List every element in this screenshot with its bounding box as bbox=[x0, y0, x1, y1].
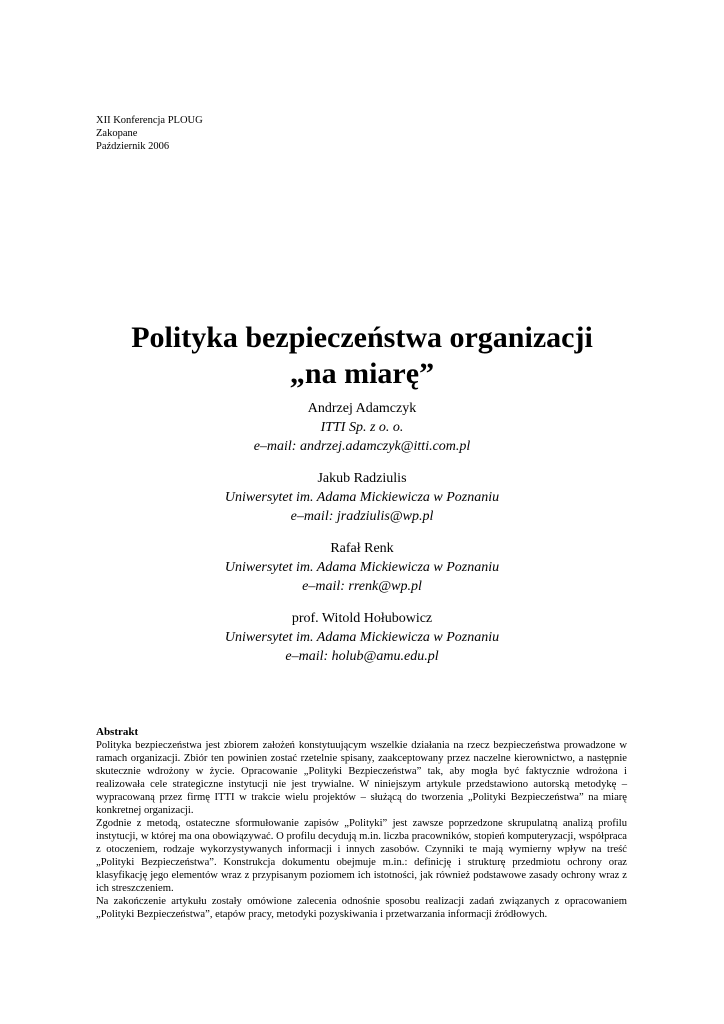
paper-title-line-1: Polityka bezpieczeństwa organizacji bbox=[131, 321, 593, 354]
paper-title-line-2: „na miarę” bbox=[289, 357, 435, 390]
author-block bbox=[0, 539, 724, 596]
author-block bbox=[0, 609, 724, 666]
abstract-paragraph: Zgodnie z metodą, ostateczne sformułowanie zapisów „Polityki” jest zawsze poprzedzone skrupulatną analizą profilu instytucji, w której ma ona obowiązywać. O profilu decydują m.in. liczba pracowników, stopień komputeryzacji, współpraca z otoczeniem, rodzaje wykorzystywanych informacji i innych zasobów. Czynniki te mają wymierny wpływ na treść „Polityki Bezpieczeństwa”. Konstrukcja dokumentu obejmuje m.in.: definicję i strukturę przedmiotu ochrony oraz klasyfikację jego elementów wraz z przypisanym poziomem ich istotności, jak również podstawowe zasady ochrony wraz z ich streszczeniem. bbox=[96, 818, 627, 894]
author-email: e–mail: andrzej.adamczyk@itti.com.pl bbox=[253, 439, 471, 454]
author-affiliation: ITTI Sp. z o. o. bbox=[320, 420, 404, 435]
author-email: e–mail: rrenk@wp.pl bbox=[302, 579, 422, 594]
author-affiliation: Uniwersytet im. Adama Mickiewicza w Poznaniu bbox=[224, 560, 500, 575]
author-affiliation: Uniwersytet im. Adama Mickiewicza w Poznaniu bbox=[224, 630, 500, 645]
abstract-section bbox=[96, 726, 627, 921]
abstract-paragraph: Polityka bezpieczeństwa jest zbiorem założeń konstytuującym wszelkie działania na rzecz bezpieczeństwa prowadzone w ramach organizacji. Zbiór ten powinien zostać rzetelnie spisany, zaakceptowany przez naczelne kierownictwo, a następnie skutecznie wdrożony w życie. Opracowanie „Polityki Bezpieczeństwa” tak, aby mogła być faktycznie wdrożona i realizowała cele strategiczne instytucji nie jest trywialne. W niniejszym artykule przedstawiono autorską metodykę – wypracowaną przez firmę ITTI w trakcie wielu projektów – służącą do tworzenia „Polityki Bezpieczeństwa” na miarę konkretnej organizacji. bbox=[96, 740, 627, 816]
abstract-heading: Abstrakt bbox=[96, 726, 139, 738]
author-name: Andrzej Adamczyk bbox=[307, 401, 417, 416]
abstract-paragraph: Na zakończenie artykułu zostały omówione zalecenia odnośnie sposobu realizacji zadań związanych z opracowaniem „Polityki Bezpieczeństwa”, etapów pracy, metodyki pozyskiwania i przetwarzania informacji źródłowych. bbox=[96, 896, 627, 920]
author-list bbox=[0, 399, 724, 679]
conference-city: Zakopane bbox=[96, 128, 138, 139]
author-affiliation: Uniwersytet im. Adama Mickiewicza w Poznaniu bbox=[224, 490, 500, 505]
author-name: Rafał Renk bbox=[330, 541, 394, 556]
conference-header bbox=[96, 114, 203, 153]
author-name: Jakub Radziulis bbox=[317, 471, 407, 486]
conference-name: XII Konferencja PLOUG bbox=[96, 115, 203, 126]
author-block bbox=[0, 469, 724, 526]
paper-title bbox=[0, 320, 724, 392]
author-block bbox=[0, 399, 724, 456]
author-name: prof. Witold Hołubowicz bbox=[291, 611, 433, 626]
conference-date: Październik 2006 bbox=[96, 141, 170, 152]
author-email: e–mail: jradziulis@wp.pl bbox=[290, 509, 434, 524]
author-email: e–mail: holub@amu.edu.pl bbox=[285, 649, 439, 664]
